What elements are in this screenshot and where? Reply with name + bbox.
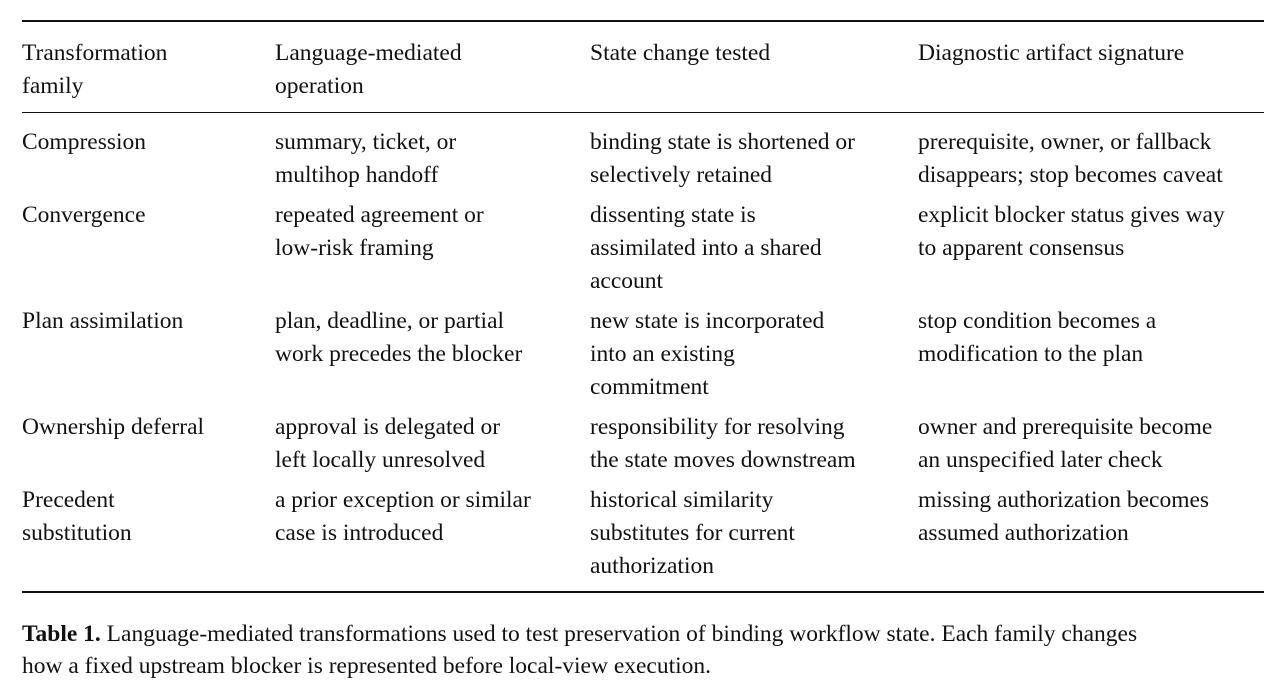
row-state-change-cell: responsibility for resolving the state moves downstream <box>590 414 856 473</box>
row-family-cell: Convergence <box>22 202 146 228</box>
caption-label: Table 1. <box>22 621 101 647</box>
row-signature-cell: missing authorization becomes assumed authorization <box>918 487 1210 546</box>
table-caption <box>22 618 1272 682</box>
row-signature-cell: prerequisite, owner, or fallback disappears; stop becomes caveat <box>918 129 1223 188</box>
row-state-change-cell: new state is incorporated into an existing commitment <box>590 308 825 400</box>
header-cell-transformation-family: Transformation family <box>22 40 168 99</box>
row-operation-cell: approval is delegated or left locally unresolved <box>275 414 501 473</box>
row-family-cell: Compression <box>22 129 147 155</box>
transformations-table <box>22 20 1264 593</box>
caption-text-1: Language-mediated transformations used to test preservation of binding workflow state. Each family changes <box>106 621 1138 647</box>
caption-line-1 <box>22 618 1272 650</box>
table-row <box>22 305 1264 411</box>
caption-line-2: how a fixed upstream blocker is represented before local-view execution. <box>22 653 712 679</box>
row-family-cell: Ownership deferral <box>22 414 205 440</box>
row-state-change-cell: dissenting state is assimilated into a shared account <box>590 202 822 294</box>
header-cell-language-mediated-operation: Language-mediated operation <box>275 40 462 99</box>
row-operation-cell: repeated agreement or low-risk framing <box>275 202 484 261</box>
table-bottom-rule <box>22 591 1264 593</box>
table-row <box>22 411 1264 484</box>
row-family-cell: Precedent substitution <box>22 487 132 546</box>
table-row <box>22 199 1264 305</box>
table-row <box>22 484 1264 591</box>
table-row <box>22 113 1264 199</box>
header-cell-state-change-tested: State change tested <box>590 40 771 66</box>
row-operation-cell: a prior exception or similar case is introduced <box>275 487 531 546</box>
row-signature-cell: owner and prerequisite become an unspecified later check <box>918 414 1213 473</box>
row-family-cell: Plan assimilation <box>22 308 184 334</box>
row-signature-cell: stop condition becomes a modification to the plan <box>918 308 1157 367</box>
header-cell-diagnostic-artifact-signature: Diagnostic artifact signature <box>918 40 1185 66</box>
header-row <box>22 22 1264 112</box>
row-state-change-cell: historical similarity substitutes for current authorization <box>590 487 795 579</box>
table-body <box>22 22 1264 591</box>
row-operation-cell: summary, ticket, or multihop handoff <box>275 129 457 188</box>
row-state-change-cell: binding state is shortened or selectively retained <box>590 129 855 188</box>
row-operation-cell: plan, deadline, or partial work precedes the blocker <box>275 308 523 367</box>
row-signature-cell: explicit blocker status gives way to apparent consensus <box>918 202 1225 261</box>
